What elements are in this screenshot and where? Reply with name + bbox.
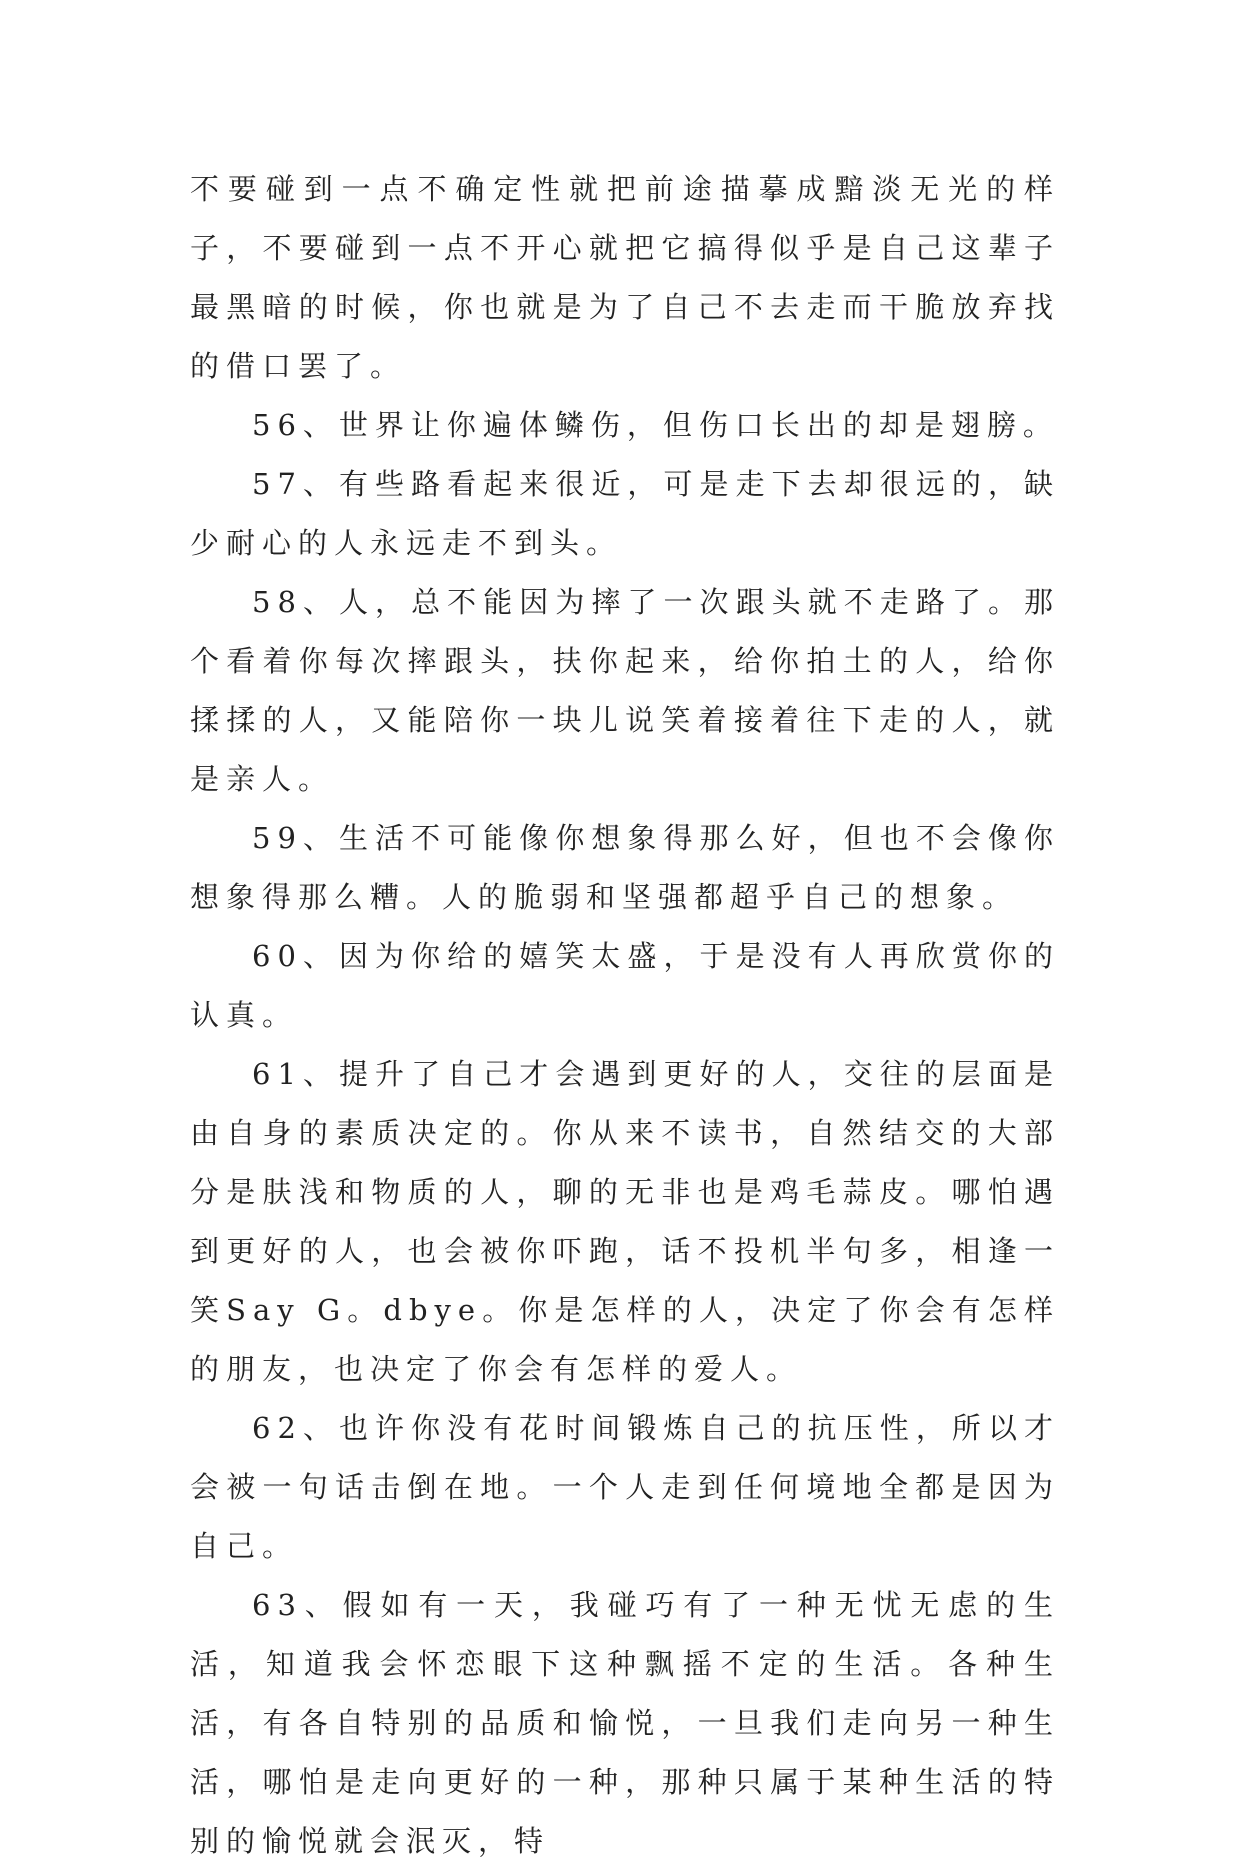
paragraph-56: 56、世界让你遍体鳞伤，但伤口长出的却是翅膀。 — [252, 408, 1059, 442]
paragraph-59: 59、生活不可能像你想象得那么好，但也不会像你想象得那么糟。人的脆弱和坚强都超乎自己的想象。 — [190, 821, 1060, 914]
paragraph-continuation: 不要碰到一点不确定性就把前途描摹成黯淡无光的样子，不要碰到一点不开心就把它搞得似乎是自己这辈子最黑暗的时候，你也就是为了自己不去走而干脆放弃找的借口罢了。 — [190, 172, 1060, 383]
paragraph-57: 57、有些路看起来很近，可是走下去却很远的，缺少耐心的人永远走不到头。 — [190, 467, 1060, 560]
paragraph-61: 61、提升了自己才会遇到更好的人，交往的层面是由自身的素质决定的。你从来不读书，自然结交的大部分是肤浅和物质的人，聊的无非也是鸡毛蒜皮。哪怕遇到更好的人，也会被你吓跑，话不投机半句多，相逢一笑Say G。dbye。你是怎样的人，决定了你会有怎样的朋友，也决定了你会有怎样的爱人。 — [190, 1057, 1060, 1386]
paragraph-62: 62、也许你没有花时间锻炼自己的抗压性，所以才会被一句话击倒在地。一个人走到任何境地全都是因为自己。 — [190, 1411, 1060, 1563]
paragraph-63: 63、假如有一天，我碰巧有了一种无忧无虑的生活，知道我会怀恋眼下这种飘摇不定的生活。各种生活，有各自特别的品质和愉悦，一旦我们走向另一种生活，哪怕是走向更好的一种，那种只属于某种生活的特别的愉悦就会泯灭，特 — [190, 1588, 1060, 1858]
paragraph-58: 58、人，总不能因为摔了一次跟头就不走路了。那个看着你每次摔跟头，扶你起来，给你拍土的人，给你揉揉的人，又能陪你一块儿说笑着接着往下走的人，就是亲人。 — [190, 585, 1060, 796]
document-body — [190, 160, 1060, 1871]
paragraph-60: 60、因为你给的嬉笑太盛，于是没有人再欣赏你的认真。 — [190, 939, 1060, 1032]
